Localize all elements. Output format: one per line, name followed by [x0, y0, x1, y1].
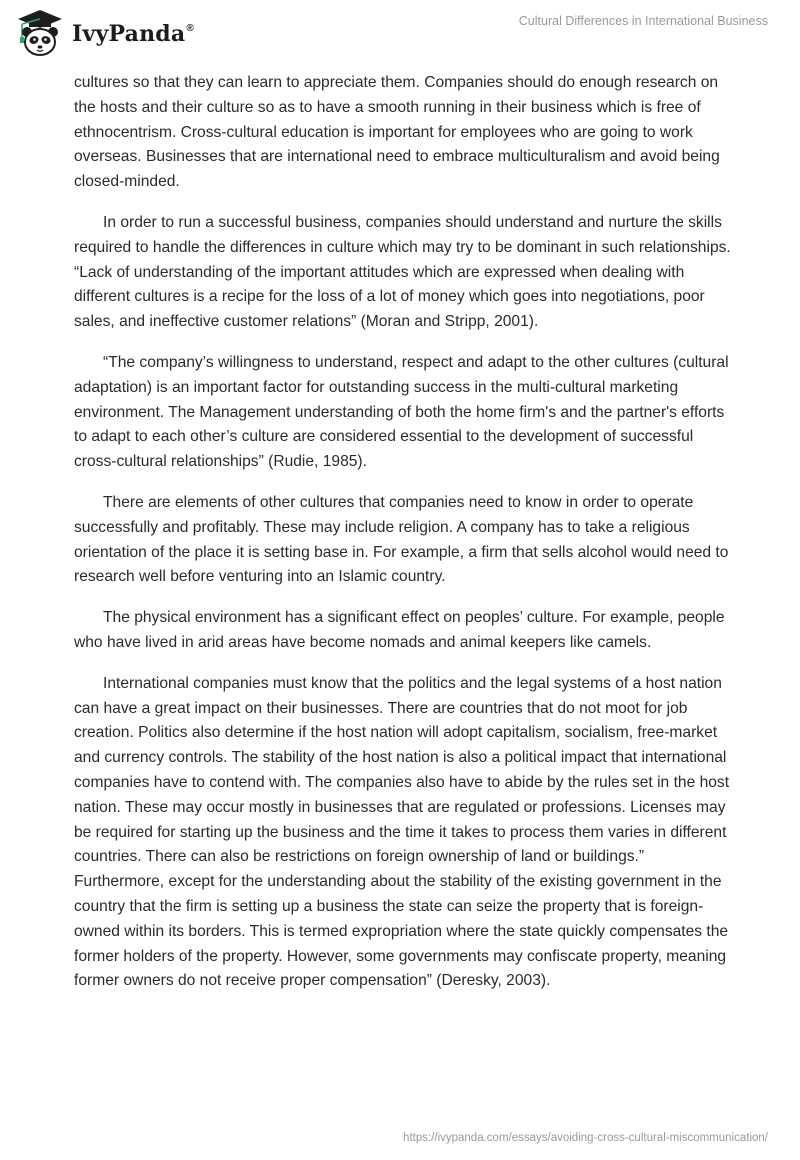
page-header — [0, 0, 800, 70]
paragraph: cultures so that they can learn to appreciate them. Companies should do enough research on the hosts and their culture so as to have a smooth running in their business which is free of ethnocentrism. Cross-cultural education is important for employees who are going to work overseas. Businesses that are international need to embrace multiculturalism and avoid being closed-minded. — [74, 74, 720, 191]
paragraph: The physical environment has a significant effect on peoples’ culture. For example, people who have lived in arid areas have become nomads and animal keepers like camels. — [74, 609, 725, 651]
brand-name: IvyPanda® — [72, 21, 194, 47]
paragraph: In order to run a successful business, companies should understand and nurture the skills required to handle the differences in culture which may try to be dominant in such relationships. “Lack of understanding of the important attitudes which are expressed when dealing with different cultures is a recipe for the loss of a lot of money which goes into negotiations, poor sales, and ineffective customer relations” (Moran and Stripp, 2001). — [74, 213, 731, 331]
ivypanda-logo[interactable] — [14, 8, 194, 58]
essay-body — [74, 71, 734, 1010]
panda-graduate-logo-icon — [14, 8, 66, 58]
paragraph: “The company’s willingness to understand, respect and adapt to the other cultures (cultural adaptation) is an important factor for outstanding success in the multi-cultural marketing environment. The Management understanding of both the home firm's and the partner's efforts to adapt to each other’s culture are considered essential to the development of successful cross-cultural relationships” (Rudie, 1985). — [74, 353, 729, 471]
paragraph: International companies must know that the politics and the legal systems of a host nation can have a great impact on their businesses. There are countries that do not moot for job creation. Politics also determine if the host nation will adopt capitalism, socialism, free-market and currency controls. The stability of the host nation is also a political impact that international companies have to contend with. The companies also have to abide by the rules set in the host nation. These may occur mostly in businesses that are regulated or professions. Licenses may be required for starting up the business and the time it takes to process them varies in different countries. There can also be restrictions on foreign ownership of land or buildings.” Furthermore, except for the understanding about the stability of the existing government in the country that the firm is setting up a business the state can seize the property that is foreign-owned within its borders. This is termed expropriation where the state quickly compensates the former holders of the property. However, some governments may confiscate property, meaning former owners do not receive proper compensation” (Deresky, 2003). — [74, 674, 730, 990]
source-url-link[interactable]: https://ivypanda.com/essays/avoiding-cross-cultural-miscommunication/ — [403, 1132, 768, 1144]
document-title: Cultural Differences in International Business — [518, 14, 768, 28]
registered-mark: ® — [186, 23, 194, 34]
paragraph: There are elements of other cultures that companies need to know in order to operate successfully and profitably. These may include religion. A company has to take a religious orientation of the place it is setting base in. For example, a firm that sells alcohol would need to research well before venturing into an Islamic country. — [74, 493, 729, 586]
